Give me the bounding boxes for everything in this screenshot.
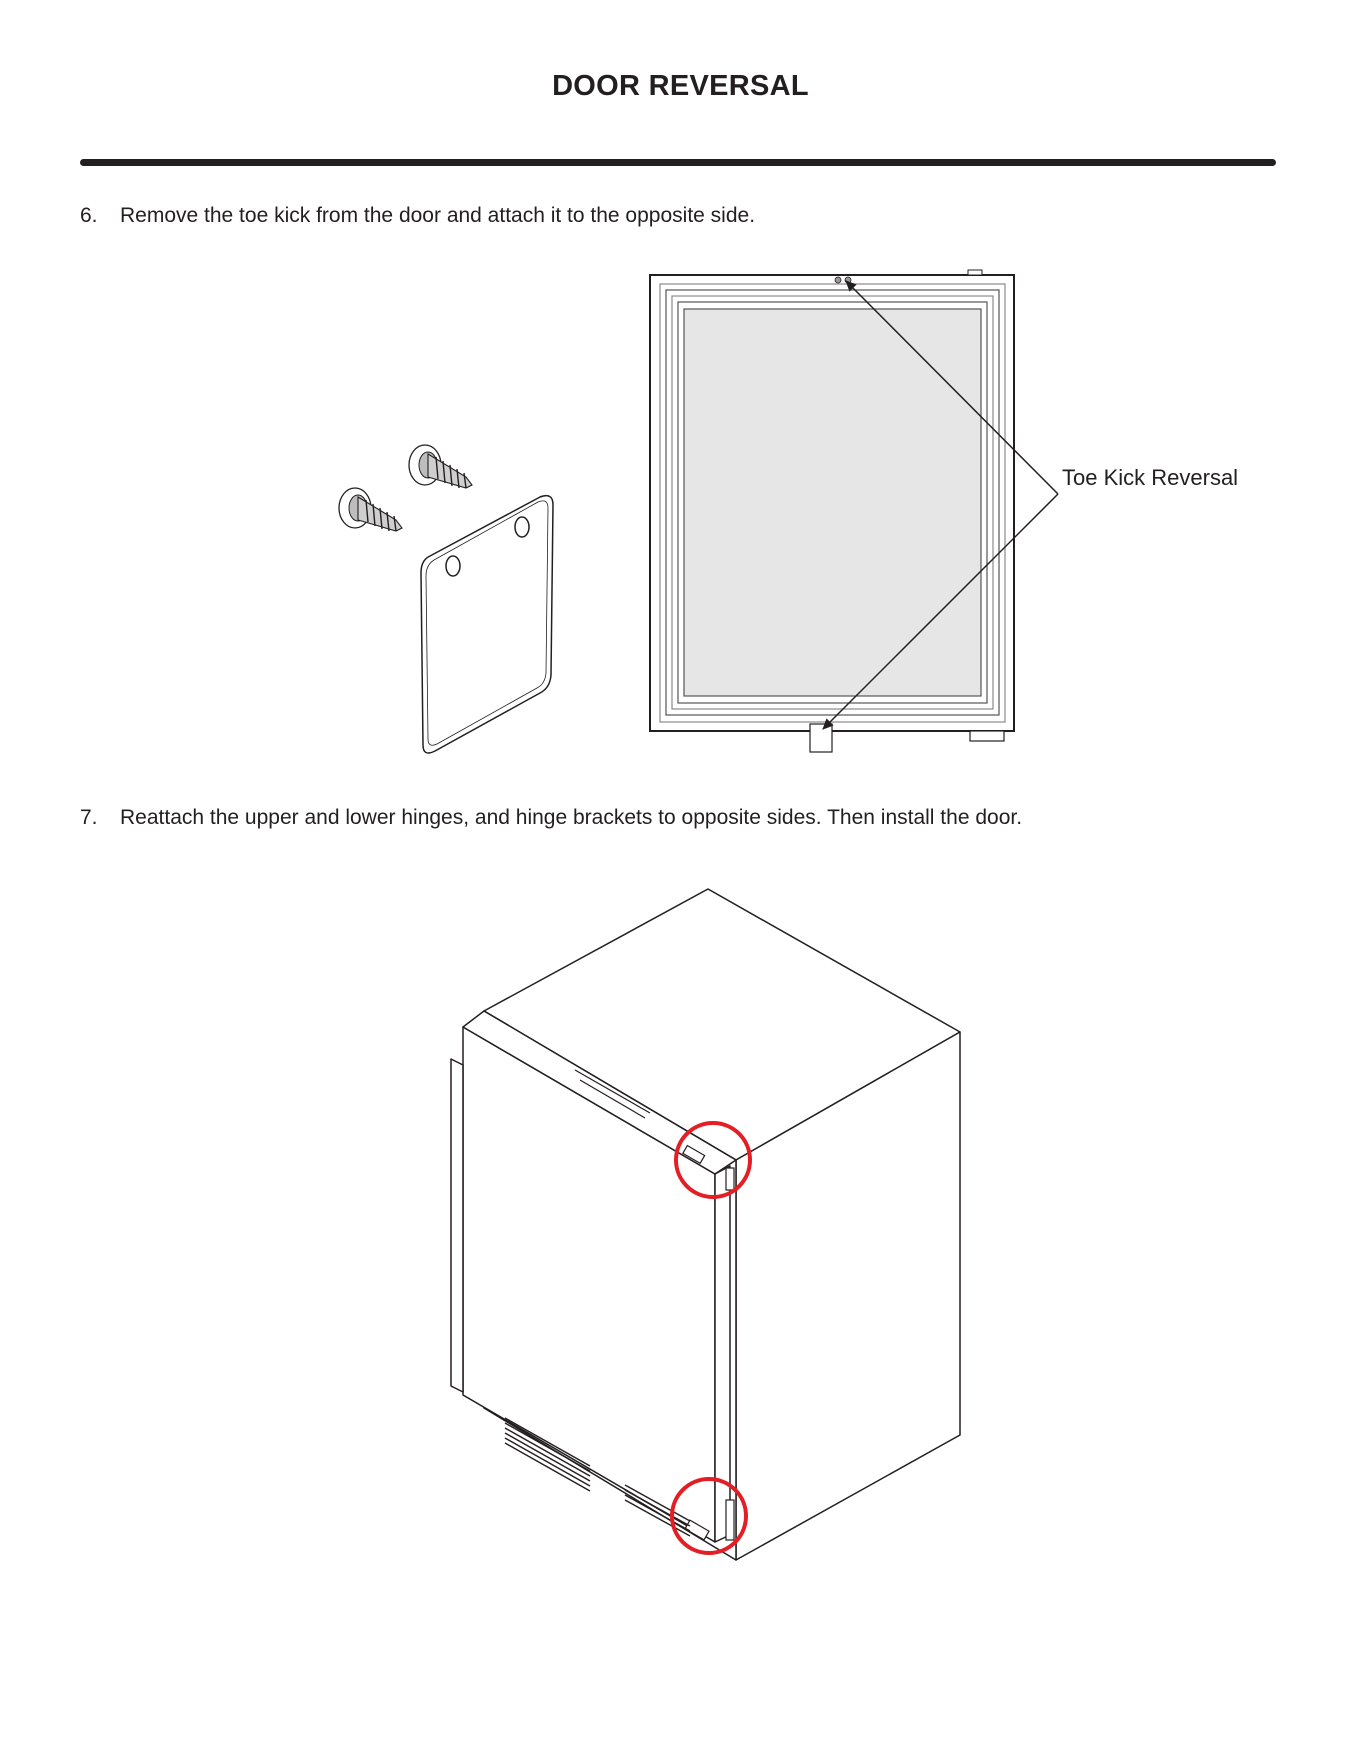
toe-kick-reversal-label: Toe Kick Reversal [1062,465,1239,490]
page-title: DOOR REVERSAL [552,70,809,102]
step-7-text: Reattach the upper and lower hinges, and hinge brackets to opposite sides. Then install the door. [120,806,1023,829]
refrigerator-body [451,889,960,1560]
step-7-number: 7. [80,806,98,829]
lower-hinge-bracket [726,1500,734,1540]
step-6-number: 6. [80,204,98,227]
upper-hinge-bracket [726,1168,734,1190]
step-6-text: Remove the toe kick from the door and attach it to the opposite side. [120,204,756,227]
